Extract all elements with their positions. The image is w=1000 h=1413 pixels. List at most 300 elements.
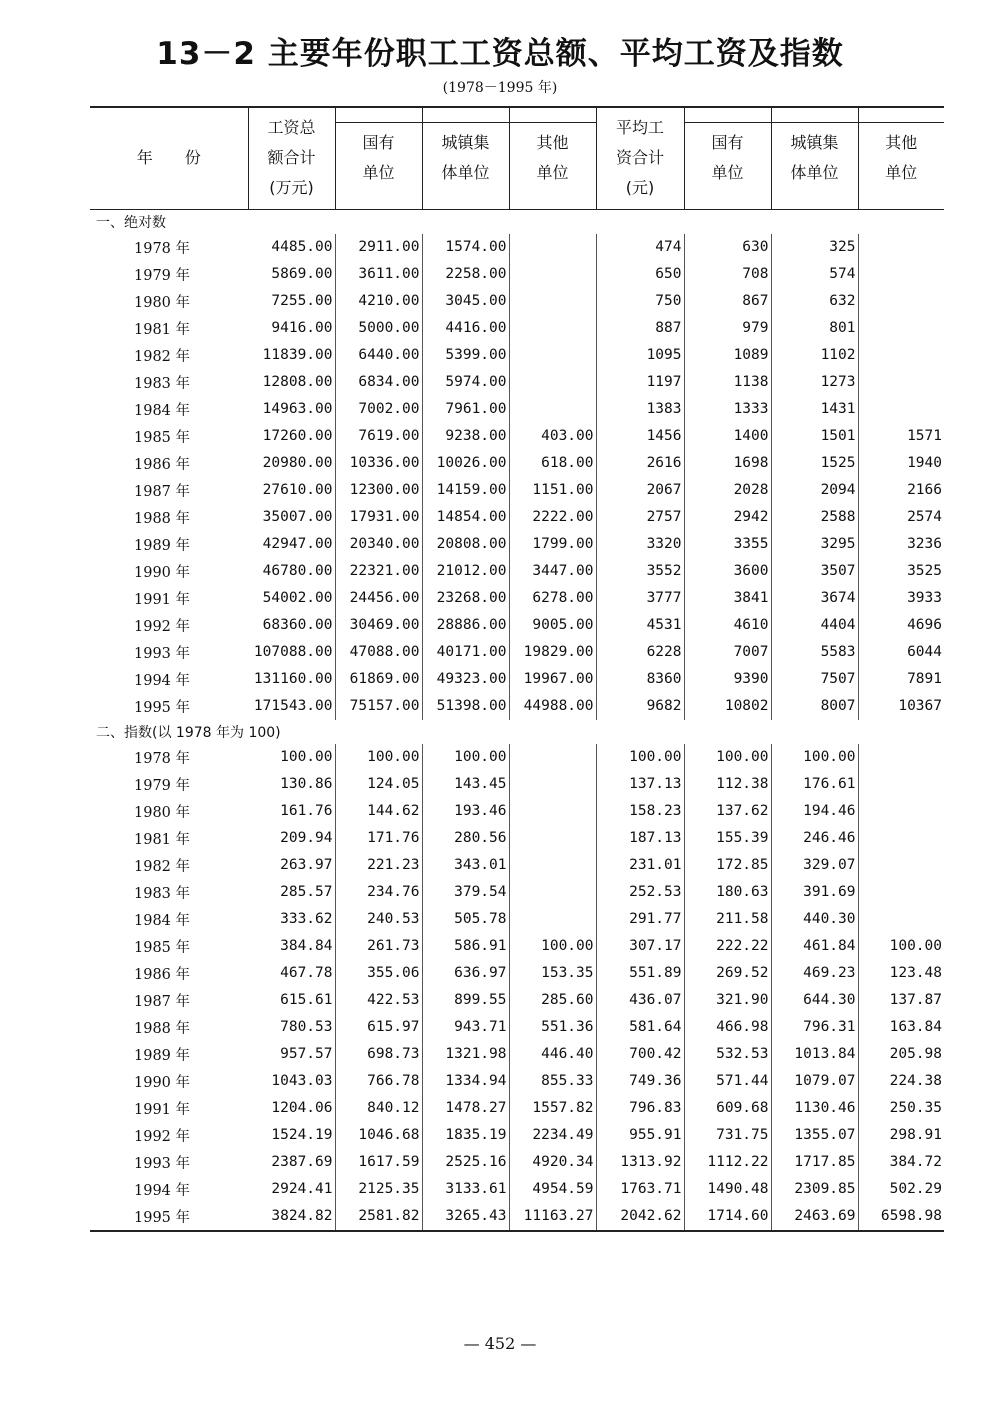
cell-total-collective: 40171.00 [422,639,509,666]
cell-avg-wage: 100.00 [596,744,684,771]
cell-avg-other: 7891 [907,671,942,687]
cell-avg-state: 3355 [684,531,771,558]
cell-total-other: 6278.00 [509,585,596,612]
cell-total-state: 24456.00 [335,585,422,612]
cell-avg-other: 384.72 [889,1154,942,1170]
cell-total-state: 840.12 [335,1095,422,1122]
cell-avg-wage: 1456 [596,423,684,450]
cell-total-collective: 49323.00 [422,666,509,693]
cell-total-wage: 7255.00 [248,288,335,315]
cell-total-collective: 1321.98 [422,1041,509,1068]
table-body [90,209,944,1231]
cell-avg-collective: 461.84 [771,933,858,960]
cell-avg-state: 1089 [684,342,771,369]
table-row [90,771,944,798]
cell-year: 1980 年 [134,804,191,821]
cell-avg-collective: 644.30 [771,987,858,1014]
cell-avg-other [858,261,944,288]
cell-total-state: 30469.00 [335,612,422,639]
cell-total-wage: 467.78 [248,960,335,987]
cell-total-state: 4210.00 [335,288,422,315]
table-row [90,666,944,693]
cell-avg-state: 571.44 [684,1068,771,1095]
cell-avg-wage: 2067 [596,477,684,504]
cell-year: 1982 年 [134,858,191,875]
cell-avg-wage: 2616 [596,450,684,477]
cell-total-state: 100.00 [335,744,422,771]
cell-total-state: 6440.00 [335,342,422,369]
cell-avg-state: 155.39 [684,825,771,852]
cell-avg-wage: 581.64 [596,1014,684,1041]
cell-total-state: 2911.00 [335,234,422,261]
cell-total-collective: 10026.00 [422,450,509,477]
cell-avg-state: 211.58 [684,906,771,933]
cell-year: 1990 年 [134,564,191,581]
cell-avg-wage: 137.13 [596,771,684,798]
cell-total-wage: 130.86 [248,771,335,798]
cell-year: 1993 年 [134,1155,191,1172]
cell-avg-other [858,234,944,261]
cell-avg-wage: 1383 [596,396,684,423]
cell-avg-wage: 887 [596,315,684,342]
cell-avg-collective: 4404 [771,612,858,639]
cell-avg-collective: 2463.69 [771,1203,858,1231]
cell-total-wage: 384.84 [248,933,335,960]
cell-total-state: 2581.82 [335,1203,422,1231]
cell-avg-other: 3236 [907,536,942,552]
cell-total-state: 171.76 [335,825,422,852]
cell-avg-wage: 3320 [596,531,684,558]
table-subtitle: (1978－1995 年) [442,80,558,96]
cell-avg-collective: 1355.07 [771,1122,858,1149]
cell-total-other: 446.40 [509,1041,596,1068]
cell-avg-other [858,369,944,396]
cell-avg-collective: 2094 [771,477,858,504]
cell-total-state: 20340.00 [335,531,422,558]
table-row [90,1041,944,1068]
cell-total-other [509,771,596,798]
cell-avg-collective: 2309.85 [771,1176,858,1203]
cell-total-wage: 1524.19 [248,1122,335,1149]
cell-avg-state: 112.38 [684,771,771,798]
cell-year: 1981 年 [134,321,191,338]
cell-total-collective: 899.55 [422,987,509,1014]
cell-avg-state: 9390 [684,666,771,693]
cell-avg-collective: 1501 [771,423,858,450]
section-row [90,209,944,234]
table-row [90,744,944,771]
cell-total-other: 153.35 [509,960,596,987]
cell-total-wage: 171543.00 [248,693,335,720]
cell-avg-other [858,798,944,825]
cell-total-state: 261.73 [335,933,422,960]
cell-total-state: 766.78 [335,1068,422,1095]
cell-year: 1995 年 [134,699,191,716]
header-average-wage: 平均工 资合计 (元) [596,107,684,209]
page-number: — 452 — [463,1334,537,1353]
table-row [90,423,944,450]
cell-total-collective: 143.45 [422,771,509,798]
cell-total-other: 11163.27 [509,1203,596,1231]
cell-total-collective: 3265.43 [422,1203,509,1231]
cell-avg-state: 2942 [684,504,771,531]
cell-avg-wage: 436.07 [596,987,684,1014]
cell-total-collective: 1574.00 [422,234,509,261]
table-row [90,1095,944,1122]
cell-avg-collective: 7507 [771,666,858,693]
cell-total-state: 5000.00 [335,315,422,342]
cell-total-state: 7002.00 [335,396,422,423]
cell-total-other: 618.00 [509,450,596,477]
cell-avg-state: 180.63 [684,879,771,906]
cell-avg-state: 731.75 [684,1122,771,1149]
cell-total-other [509,342,596,369]
cell-total-state: 3611.00 [335,261,422,288]
table-row [90,396,944,423]
cell-avg-collective: 1273 [771,369,858,396]
cell-avg-wage: 700.42 [596,1041,684,1068]
cell-avg-collective: 574 [771,261,858,288]
cell-year: 1980 年 [134,294,191,311]
cell-avg-wage: 1763.71 [596,1176,684,1203]
cell-year: 1985 年 [134,939,191,956]
cell-avg-state: 4610 [684,612,771,639]
cell-total-other: 1557.82 [509,1095,596,1122]
cell-avg-collective: 796.31 [771,1014,858,1041]
cell-avg-other [858,879,944,906]
cell-total-collective: 14159.00 [422,477,509,504]
table-row [90,261,944,288]
cell-avg-collective: 176.61 [771,771,858,798]
table-row [90,639,944,666]
cell-avg-wage: 749.36 [596,1068,684,1095]
cell-avg-other: 298.91 [889,1127,942,1143]
cell-total-wage: 1204.06 [248,1095,335,1122]
table-row [90,693,944,720]
cell-year: 1987 年 [134,993,191,1010]
cell-total-collective: 4416.00 [422,315,509,342]
cell-total-other: 2222.00 [509,504,596,531]
cell-avg-other: 2574 [907,509,942,525]
cell-total-collective: 21012.00 [422,558,509,585]
table-row [90,852,944,879]
cell-total-other: 3447.00 [509,558,596,585]
table-row [90,504,944,531]
cell-avg-other: 100.00 [889,938,942,954]
cell-avg-state: 867 [684,288,771,315]
cell-total-state: 1617.59 [335,1149,422,1176]
cell-total-wage: 107088.00 [248,639,335,666]
cell-avg-wage: 187.13 [596,825,684,852]
cell-avg-state: 609.68 [684,1095,771,1122]
cell-total-state: 1046.68 [335,1122,422,1149]
cell-total-other: 403.00 [509,423,596,450]
cell-avg-state: 3600 [684,558,771,585]
cell-avg-wage: 3777 [596,585,684,612]
cell-avg-state: 708 [684,261,771,288]
cell-total-collective: 280.56 [422,825,509,852]
cell-total-wage: 285.57 [248,879,335,906]
header-avg-state: 国有 单位 [684,107,771,209]
cell-total-other: 4954.59 [509,1176,596,1203]
cell-avg-state: 1333 [684,396,771,423]
cell-avg-collective: 1013.84 [771,1041,858,1068]
table-row [90,825,944,852]
cell-total-collective: 505.78 [422,906,509,933]
cell-total-collective: 14854.00 [422,504,509,531]
cell-total-wage: 615.61 [248,987,335,1014]
cell-total-other [509,234,596,261]
cell-total-state: 6834.00 [335,369,422,396]
cell-avg-collective: 1130.46 [771,1095,858,1122]
cell-avg-collective: 1079.07 [771,1068,858,1095]
cell-year: 1982 年 [134,348,191,365]
cell-total-other [509,852,596,879]
cell-avg-other [858,396,944,423]
header-avg-collective: 城镇集 体单位 [771,107,858,209]
table-row [90,450,944,477]
header-total-wage: 工资总 额合计 (万元) [248,107,335,209]
cell-total-wage: 14963.00 [248,396,335,423]
cell-avg-collective: 3674 [771,585,858,612]
cell-total-collective: 5974.00 [422,369,509,396]
cell-year: 1984 年 [134,912,191,929]
cell-total-wage: 2924.41 [248,1176,335,1203]
cell-year: 1991 年 [134,1101,191,1118]
cell-total-state: 61869.00 [335,666,422,693]
cell-avg-other: 205.98 [889,1046,942,1062]
cell-total-collective: 636.97 [422,960,509,987]
cell-total-wage: 4485.00 [248,234,335,261]
header-avg-other: 其他 单位 [858,107,944,209]
cell-year: 1990 年 [134,1074,191,1091]
cell-total-other [509,744,596,771]
cell-total-state: 22321.00 [335,558,422,585]
cell-total-state: 47088.00 [335,639,422,666]
cell-avg-wage: 158.23 [596,798,684,825]
cell-year: 1986 年 [134,966,191,983]
cell-total-other: 285.60 [509,987,596,1014]
cell-avg-collective: 325 [771,234,858,261]
cell-total-other [509,315,596,342]
cell-year: 1988 年 [134,1020,191,1037]
cell-total-collective: 23268.00 [422,585,509,612]
cell-total-wage: 5869.00 [248,261,335,288]
cell-year: 1993 年 [134,645,191,662]
cell-avg-wage: 650 [596,261,684,288]
cell-avg-other: 2166 [907,482,942,498]
cell-avg-other: 163.84 [889,1019,942,1035]
cell-avg-collective: 632 [771,288,858,315]
cell-avg-wage: 252.53 [596,879,684,906]
cell-avg-collective: 1525 [771,450,858,477]
cell-year: 1984 年 [134,402,191,419]
cell-avg-collective: 100.00 [771,744,858,771]
cell-avg-other [858,288,944,315]
cell-avg-state: 3841 [684,585,771,612]
cell-year: 1978 年 [134,240,191,257]
table-row [90,531,944,558]
table-row [90,1068,944,1095]
cell-avg-collective: 469.23 [771,960,858,987]
cell-avg-other [858,744,944,771]
cell-avg-state: 1112.22 [684,1149,771,1176]
table-row [90,798,944,825]
table-row [90,315,944,342]
table-row [90,1149,944,1176]
cell-total-other [509,825,596,852]
cell-total-wage: 263.97 [248,852,335,879]
cell-total-wage: 46780.00 [248,558,335,585]
cell-total-other: 44988.00 [509,693,596,720]
cell-total-collective: 100.00 [422,744,509,771]
cell-avg-wage: 796.83 [596,1095,684,1122]
cell-total-wage: 131160.00 [248,666,335,693]
cell-total-other: 9005.00 [509,612,596,639]
cell-avg-wage: 1313.92 [596,1149,684,1176]
cell-avg-wage: 1095 [596,342,684,369]
cell-total-state: 422.53 [335,987,422,1014]
cell-avg-other: 137.87 [889,992,942,1008]
cell-total-wage: 11839.00 [248,342,335,369]
cell-avg-wage: 551.89 [596,960,684,987]
cell-avg-wage: 291.77 [596,906,684,933]
cell-total-collective: 943.71 [422,1014,509,1041]
table-row [90,612,944,639]
cell-total-other: 551.36 [509,1014,596,1041]
cell-total-collective: 3045.00 [422,288,509,315]
cell-total-collective: 5399.00 [422,342,509,369]
cell-avg-state: 979 [684,315,771,342]
cell-avg-wage: 2042.62 [596,1203,684,1231]
cell-total-state: 355.06 [335,960,422,987]
cell-avg-collective: 2588 [771,504,858,531]
table-row [90,234,944,261]
cell-total-collective: 51398.00 [422,693,509,720]
cell-total-other [509,906,596,933]
table-header-row [90,107,944,209]
cell-avg-state: 10802 [684,693,771,720]
cell-avg-state: 2028 [684,477,771,504]
section-label: 二、指数(以 1978 年为 100) [96,724,281,741]
cell-total-state: 12300.00 [335,477,422,504]
cell-total-other: 19967.00 [509,666,596,693]
cell-total-other: 2234.49 [509,1122,596,1149]
cell-total-other: 19829.00 [509,639,596,666]
cell-total-state: 144.62 [335,798,422,825]
cell-avg-collective: 5583 [771,639,858,666]
cell-total-state: 17931.00 [335,504,422,531]
cell-avg-collective: 8007 [771,693,858,720]
cell-avg-other [858,825,944,852]
cell-year: 1979 年 [134,267,191,284]
cell-year: 1992 年 [134,618,191,635]
cell-avg-collective: 1717.85 [771,1149,858,1176]
cell-avg-wage: 8360 [596,666,684,693]
cell-total-collective: 586.91 [422,933,509,960]
header-year: 年 份 [90,107,248,209]
cell-total-wage: 3824.82 [248,1203,335,1231]
cell-total-collective: 3133.61 [422,1176,509,1203]
cell-avg-state: 1490.48 [684,1176,771,1203]
cell-total-collective: 9238.00 [422,423,509,450]
cell-total-wage: 20980.00 [248,450,335,477]
cell-avg-other: 3525 [907,563,942,579]
cell-avg-state: 466.98 [684,1014,771,1041]
cell-year: 1983 年 [134,885,191,902]
table-row [90,879,944,906]
cell-avg-other: 224.38 [889,1073,942,1089]
header-total-other: 其他 单位 [509,107,596,209]
cell-total-state: 615.97 [335,1014,422,1041]
table-row [90,906,944,933]
cell-year: 1989 年 [134,1047,191,1064]
cell-avg-other: 123.48 [889,965,942,981]
cell-year: 1988 年 [134,510,191,527]
cell-total-wage: 100.00 [248,744,335,771]
cell-year: 1994 年 [134,672,191,689]
cell-avg-collective: 246.46 [771,825,858,852]
cell-avg-other: 4696 [907,617,942,633]
header-total-state: 国有 单位 [335,107,422,209]
cell-total-other [509,369,596,396]
cell-total-collective: 2525.16 [422,1149,509,1176]
table-row [90,1203,944,1231]
cell-avg-state: 222.22 [684,933,771,960]
cell-avg-collective: 391.69 [771,879,858,906]
cell-year: 1995 年 [90,1203,248,1231]
cell-total-other: 1151.00 [509,477,596,504]
table-row [90,342,944,369]
cell-total-wage: 68360.00 [248,612,335,639]
cell-avg-wage: 6228 [596,639,684,666]
cell-total-collective: 20808.00 [422,531,509,558]
cell-avg-other [858,771,944,798]
cell-total-state: 75157.00 [335,693,422,720]
cell-total-state: 2125.35 [335,1176,422,1203]
cell-total-collective: 193.46 [422,798,509,825]
cell-year: 1992 年 [134,1128,191,1145]
cell-year: 1985 年 [134,429,191,446]
cell-year: 1981 年 [134,831,191,848]
cell-total-collective: 28886.00 [422,612,509,639]
cell-total-wage: 780.53 [248,1014,335,1041]
cell-avg-collective: 194.46 [771,798,858,825]
cell-avg-wage: 474 [596,234,684,261]
table-row [90,1014,944,1041]
cell-total-other [509,261,596,288]
cell-avg-other: 10367 [898,698,942,714]
cell-total-wage: 1043.03 [248,1068,335,1095]
table-row [90,558,944,585]
cell-total-collective: 379.54 [422,879,509,906]
cell-total-wage: 42947.00 [248,531,335,558]
cell-avg-state: 1698 [684,450,771,477]
cell-total-wage: 12808.00 [248,369,335,396]
wage-table [90,106,944,1232]
cell-total-other [509,396,596,423]
cell-avg-collective: 1431 [771,396,858,423]
cell-total-wage: 209.94 [248,825,335,852]
cell-avg-other [858,852,944,879]
cell-avg-wage: 750 [596,288,684,315]
cell-avg-wage: 2757 [596,504,684,531]
cell-total-wage: 2387.69 [248,1149,335,1176]
section-label: 一、绝对数 [96,214,166,231]
cell-total-collective: 1478.27 [422,1095,509,1122]
cell-total-wage: 27610.00 [248,477,335,504]
header-total-collective: 城镇集 体单位 [422,107,509,209]
